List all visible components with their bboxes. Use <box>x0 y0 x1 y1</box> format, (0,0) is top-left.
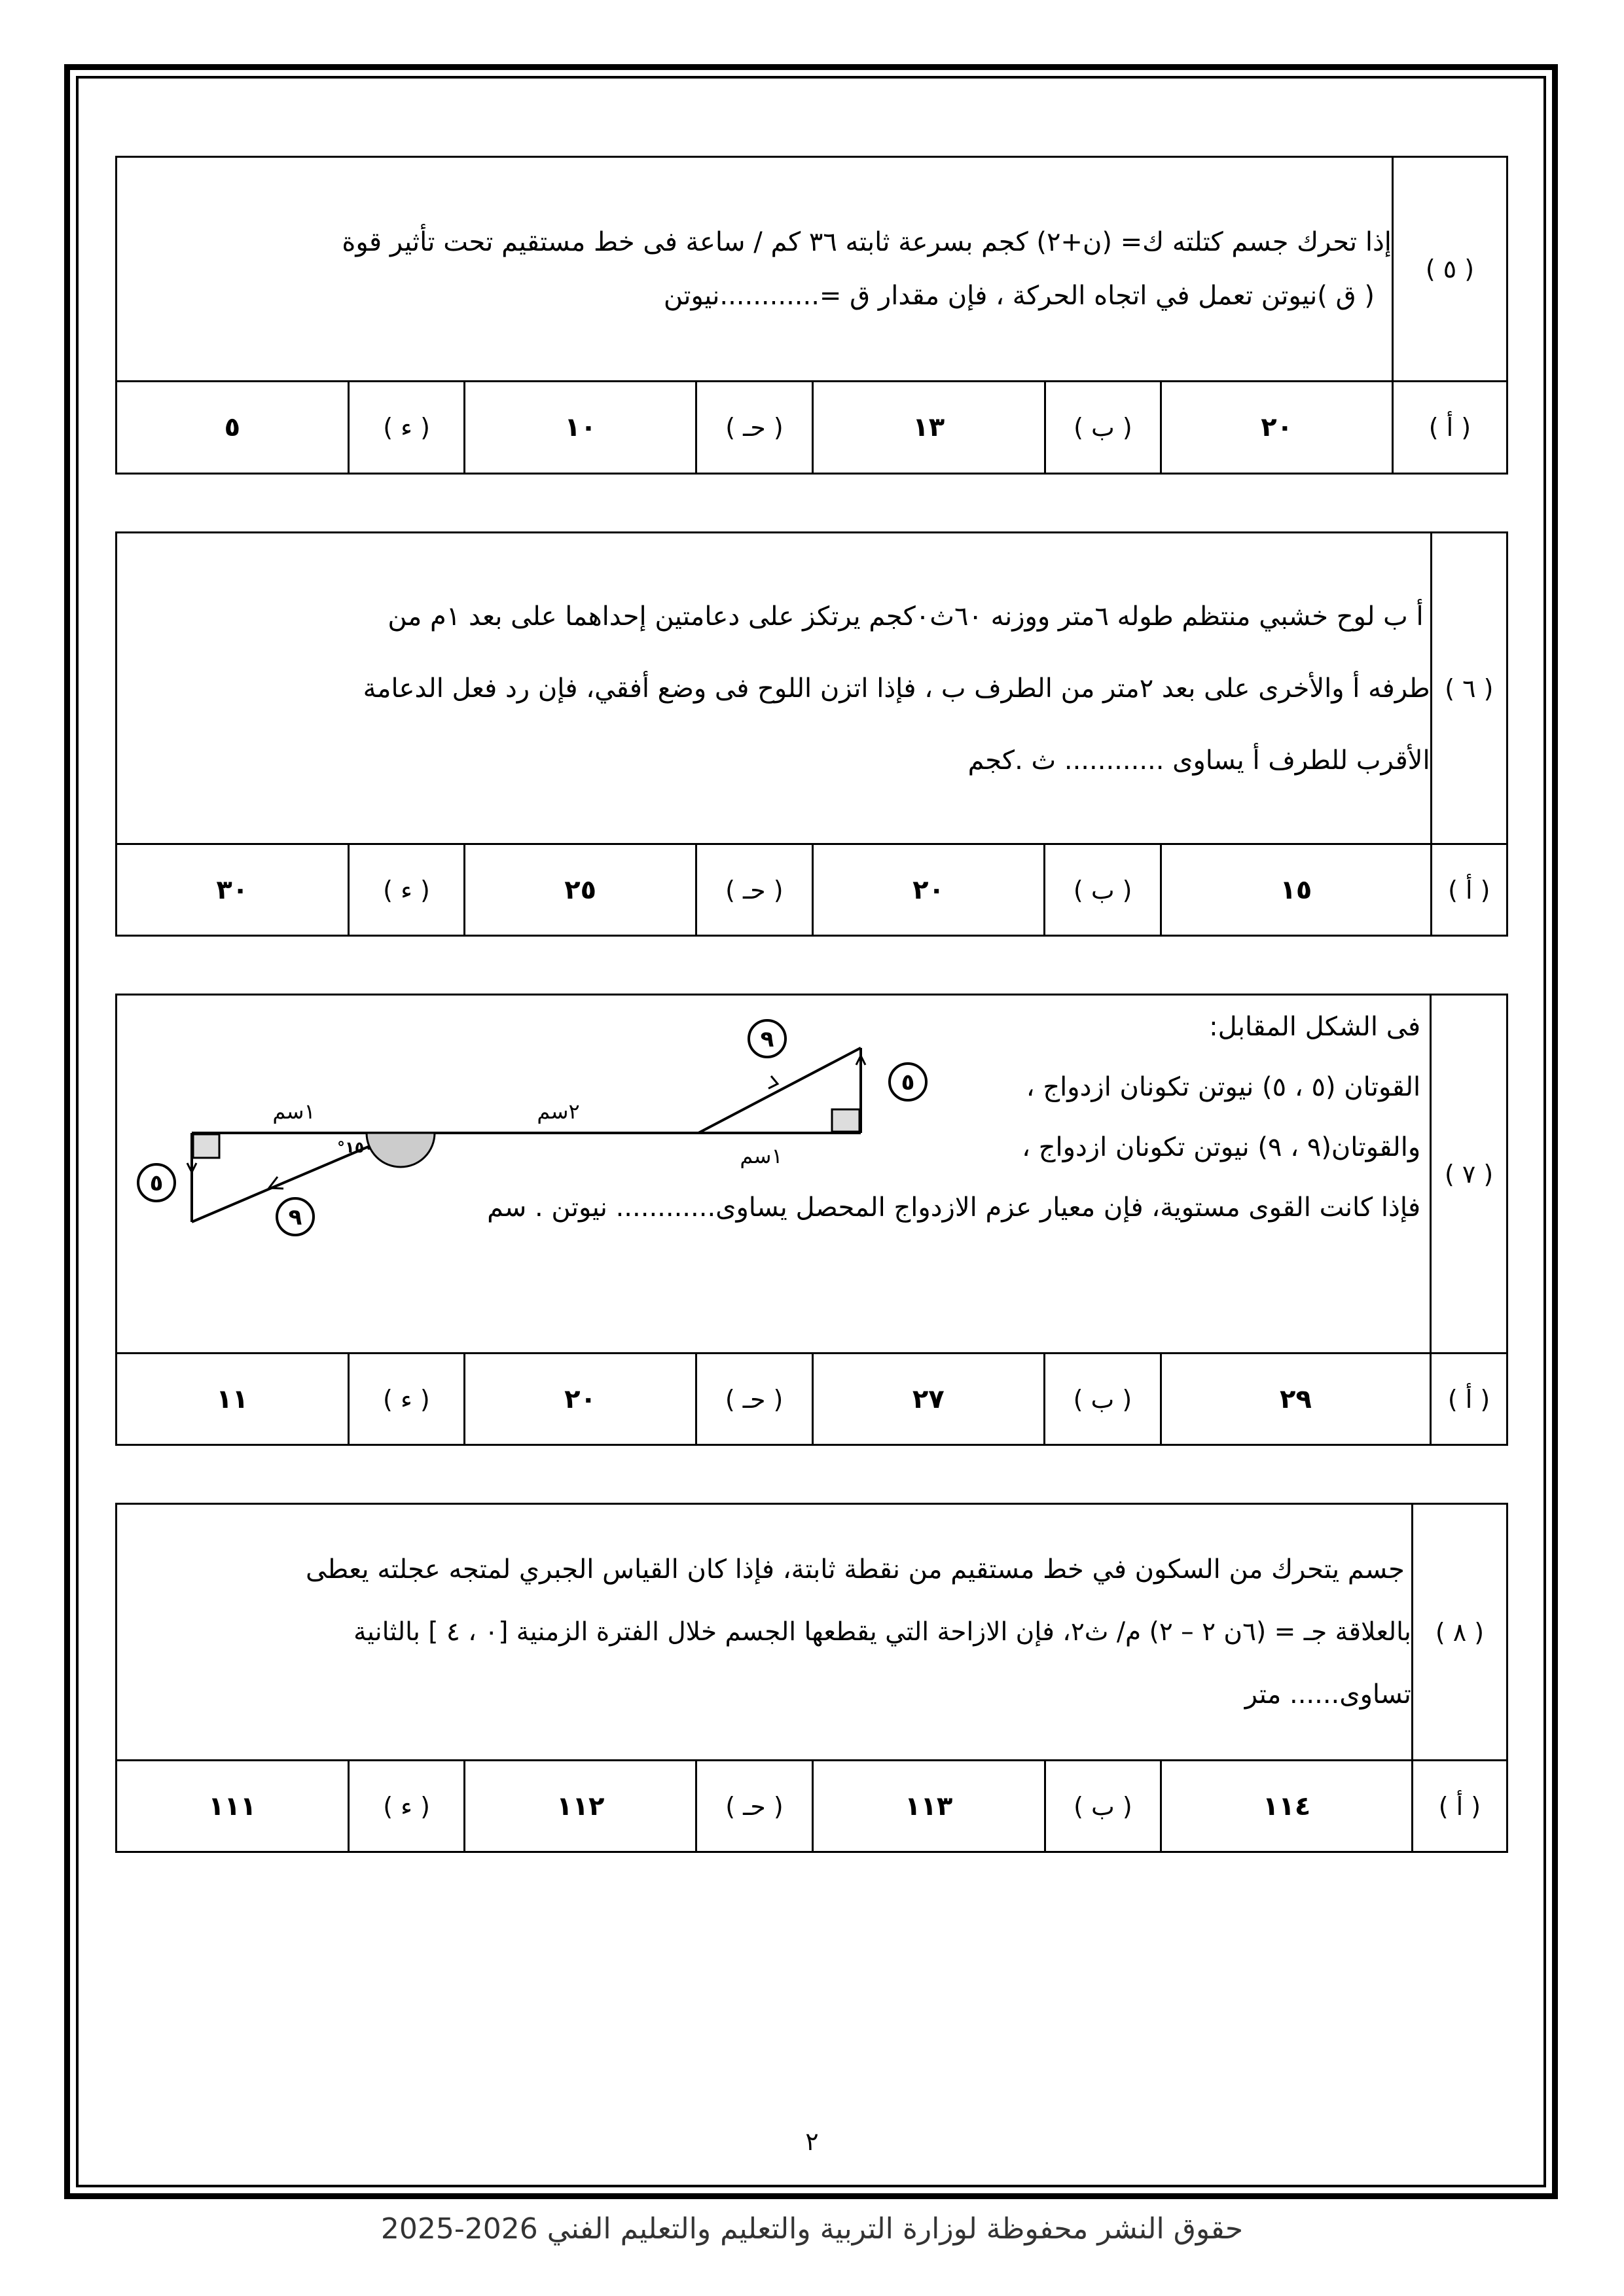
option-label-b: ( ب ) <box>1045 382 1161 474</box>
option-c[interactable]: ١٠ <box>465 382 696 474</box>
option-b[interactable]: ١١٣ <box>812 1761 1045 1852</box>
question-8 <box>115 1503 1508 1853</box>
option-d[interactable]: ١١١ <box>117 1761 349 1852</box>
option-label-d: ( ء ) <box>348 844 465 936</box>
option-a[interactable]: ١١٤ <box>1161 1761 1413 1852</box>
question-text <box>117 1504 1413 1761</box>
option-label-a: ( أ ) <box>1412 1761 1507 1852</box>
option-d[interactable]: ٥ <box>117 382 349 474</box>
question-line: أ ب لوح خشبي منتظم طوله ٦متر ووزنه ٦٠ث٠كجم يرتكز على دعامتين إحداهما على بعد ١م من <box>388 601 1424 632</box>
question-line: جسم يتحرك من السكون في خط مستقيم من نقطة ثابتة، فإذا كان القياس الجبري لمتجه عجلته يعطى <box>306 1554 1405 1585</box>
question-number: ( ٨ ) <box>1412 1504 1507 1761</box>
option-a[interactable]: ٢٠ <box>1161 382 1393 474</box>
option-c[interactable]: ١١٢ <box>465 1761 696 1852</box>
question-line: فإذا كانت القوى مستوية، فإن معيار عزم الازدواج المحصل يساوى............ نيوتن . سم <box>487 1193 1421 1223</box>
question-text <box>117 157 1393 382</box>
force-label: ٩ <box>760 1026 774 1052</box>
option-label-b: ( ب ) <box>1045 1354 1161 1445</box>
option-label-b: ( ب ) <box>1045 1761 1161 1852</box>
option-c[interactable]: ٢٥ <box>465 844 696 936</box>
angle-arc <box>367 1133 435 1167</box>
force-label: ٩ <box>288 1204 302 1230</box>
option-label-a: ( أ ) <box>1431 844 1507 936</box>
option-b[interactable]: ٢٧ <box>812 1354 1044 1445</box>
copyright-footer: حقوق النشر محفوظة لوزارة التربية والتعليم والتعليم الفني 2026-2025 <box>380 2212 1244 2246</box>
segment-label: ١سم <box>740 1143 783 1168</box>
option-a[interactable]: ١٥ <box>1161 844 1431 936</box>
question-line: بالعلاقة جـ = (٦ن ٢ – ٢) م/ ث٢، فإن الازاحة التي يقطعها الجسم خلال الفترة الزمنية [٠ ، ٤ ] بالثانية <box>353 1617 1411 1647</box>
couples-figure <box>122 998 1065 1247</box>
question-line: تساوى...... متر <box>1244 1679 1411 1710</box>
option-label-d: ( ء ) <box>348 1354 465 1445</box>
option-label-c: ( حـ ) <box>696 844 812 936</box>
segment-label: ٢سم <box>537 1099 580 1124</box>
question-line: ( ق )نيوتن تعمل في اتجاه الحركة ، فإن مقدار ق =............نيوتن <box>663 281 1375 311</box>
option-label-d: ( ء ) <box>348 382 465 474</box>
question-text <box>117 533 1432 844</box>
question-body <box>117 995 1431 1354</box>
question-line: القوتان (٥ ، ٥) نيوتن تكونان ازدواج ، <box>1026 1072 1421 1102</box>
question-line: إذا تحرك جسم كتلته ك= (ن+٢) كجم بسرعة ثابته ٣٦ كم / ساعة فى خط مستقيم تحت تأثير قوة <box>342 227 1392 257</box>
option-label-d: ( ء ) <box>348 1761 465 1852</box>
question-7 <box>115 994 1508 1446</box>
force-label: ٥ <box>901 1069 915 1096</box>
right-angle-mark-right <box>832 1109 859 1132</box>
option-label-a: ( أ ) <box>1431 1354 1507 1445</box>
question-number: ( ٦ ) <box>1431 533 1507 844</box>
option-a[interactable]: ٢٩ <box>1161 1354 1430 1445</box>
question-number: ( ٥ ) <box>1392 157 1507 382</box>
option-d[interactable]: ٣٠ <box>117 844 349 936</box>
question-number: ( ٧ ) <box>1431 995 1507 1354</box>
question-line: فى الشكل المقابل: <box>1209 1012 1421 1042</box>
option-b[interactable]: ١٣ <box>812 382 1045 474</box>
option-label-c: ( حـ ) <box>696 382 813 474</box>
option-c[interactable]: ٢٠ <box>465 1354 696 1445</box>
force-label: ٥ <box>149 1170 164 1196</box>
arrow-icon <box>768 1076 778 1088</box>
option-label-a: ( أ ) <box>1392 382 1507 474</box>
option-label-b: ( ب ) <box>1045 844 1161 936</box>
option-label-c: ( حـ ) <box>696 1354 812 1445</box>
option-d[interactable]: ١١ <box>117 1354 349 1445</box>
page-number: ٢ <box>805 2127 819 2156</box>
question-line: والقوتان(٩ ، ٩) نيوتن تكونان ازدواج ، <box>1022 1132 1421 1162</box>
option-b[interactable]: ٢٠ <box>812 844 1045 936</box>
option-label-c: ( حـ ) <box>696 1761 813 1852</box>
question-5 <box>115 156 1508 475</box>
right-angle-mark-left <box>193 1134 219 1158</box>
angle-label: ١٥٠° <box>337 1138 374 1157</box>
question-line: الأقرب للطرف أ يساوى ............ ث .كجم <box>967 745 1430 776</box>
question-line: طرفه أ والأخرى على بعد ٢متر من الطرف ب ، فإذا اتزن اللوح فى وضع أفقي، فإن رد فعل الدعامة <box>363 673 1430 704</box>
question-6 <box>115 531 1508 937</box>
segment-label: ١سم <box>272 1099 316 1124</box>
